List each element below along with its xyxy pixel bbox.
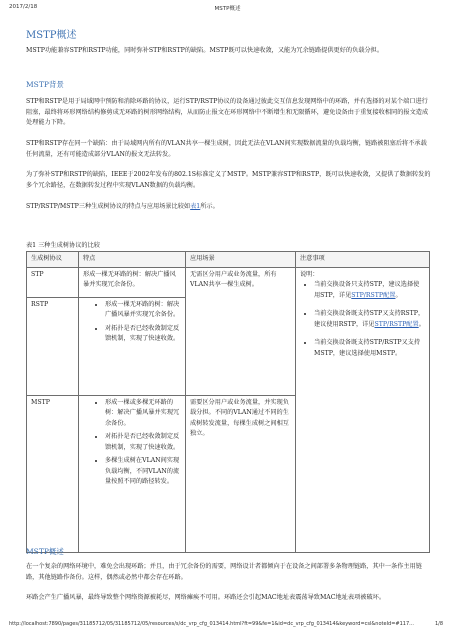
feature-item: • 多棵生成树在VLAN间实现负载均衡，不同VLAN的流量按照不同的路径转发。: [105, 456, 181, 488]
notes-label: 说明：: [300, 270, 319, 278]
note-text: 当前交换设备既支持STP/RSTP又支持MSTP，建议选择使用MSTP。: [314, 339, 421, 357]
feature-item: • 形成一棵或多棵无环路的树：解决广播风暴并实现冗余备份。: [105, 398, 181, 430]
note-item: [314, 309, 425, 330]
note-end: 。: [418, 320, 425, 328]
note-item: [314, 280, 425, 301]
note-end: 。: [395, 291, 402, 299]
scenario-cell-mstp: 需要区分用户或业务流量，并实现负载分担。不同的VLAN通过不同的生成树转发流量，每棵生成树之间相互独立。: [186, 395, 296, 552]
page-title: MSTP概述: [26, 30, 77, 41]
feature-item: • 形成一棵无环路的树：解决广播风暴并实现冗余备份。: [105, 300, 181, 321]
notes-list: [300, 280, 425, 359]
header-features: 特点: [79, 252, 186, 268]
p4-text-post: 所示。: [200, 203, 219, 210]
scenario-cell-stp-rstp: 无需区分用户或业务流量，所有VLAN共享一棵生成树。: [186, 267, 296, 395]
note-item: [314, 338, 425, 359]
table-header-row: [27, 252, 430, 268]
protocol-cell: MSTP: [27, 395, 79, 552]
background-paragraph-2: STP和RSTP存在同一个缺陷：由于局域网内所有的VLAN共享一棵生成树，因此无法在VLAN间实现数据流量的负载均衡，链路被阻塞后将不承载任何流量，还有可能造成部分VLAN的报文无法转发。: [26, 140, 427, 158]
stp-rstp-config-link[interactable]: STP/RSTP配置: [374, 320, 419, 328]
features-cell: [79, 297, 186, 395]
background-paragraph-1: STP和RSTP是用于局域网中预防和消除环路的协议，运行STP/RSTP协议的设备通过彼此交互信息发现网络中的环路，并有选择的对某个端口进行阻塞，最终将环形网络结构修剪成无环路的树形网络结构，从而防止报文在环形网络中不断增生和无限循环，避免设备由于重复接收相同的报文造成处理能力下降。: [26, 98, 429, 126]
protocol-cell: RSTP: [27, 297, 79, 395]
comparison-table: [26, 251, 430, 553]
mstp-overview-paragraph-1: 在一个复杂的网络环境中，难免会出现环路；并且，由于冗余备份的需要，网络设计者都倾向于在设备之间部署多条物理链路，其中一条作主用链路，其他链路作备份。这样，偶然或必然中都会存在环路。: [26, 563, 422, 581]
table-caption: 表1 三种生成树协议的比较: [26, 242, 100, 249]
background-heading: MSTP背景: [26, 80, 64, 89]
notes-cell: [296, 267, 430, 552]
table-row-stp: [27, 267, 430, 297]
header-scenario: 应用场景: [186, 252, 296, 268]
background-paragraph-3: 为了弥补STP和RSTP的缺陷，IEEE于2002年发布的802.1S标准定义了MSTP。MSTP兼容STP和RSTP，既可以快速收敛，又提供了数据转发的多个冗余路径，在数据转发过程中实现VLAN数据的负载均衡。: [26, 171, 431, 189]
feature-item: • 对拓扑是否已经收敛制定反馈机制，实现了快速收敛。: [105, 432, 181, 453]
feature-item: • 对拓扑是否已经收敛制定反馈机制，实现了快速收敛。: [105, 324, 181, 345]
features-cell: 形成一棵无环路的树：解决广播风暴并实现冗余备份。: [79, 267, 186, 297]
table1-link[interactable]: 表1: [190, 203, 201, 210]
mstp-overview-heading: MSTP概述: [26, 547, 64, 556]
background-paragraph-4: [26, 202, 431, 213]
stp-rstp-config-link[interactable]: STP/RSTP配置: [351, 291, 396, 299]
protocol-cell: STP: [27, 267, 79, 297]
p4-text-pre: STP/RSTP/MSTP三种生成树协议的特点与应用场景比较如: [26, 203, 191, 210]
features-cell: [79, 395, 186, 552]
print-footer: [0, 621, 455, 631]
note-text: 当前交换设备只支持STP，建议选择使用STP，详见: [314, 281, 420, 299]
print-header: [0, 4, 455, 14]
header-notes: 注意事项: [296, 252, 430, 268]
footer-page-number: 1/8: [434, 621, 443, 627]
mstp-overview-paragraph-2: 环路会产生广播风暴，最终导致整个网络资源被耗尽，网络瘫痪不可用。环路还会引起MAC地址表震荡导致MAC地址表项被破坏。: [26, 594, 386, 601]
footer-url: http://localhost:7890/pages/31185712/05/31185712/05/resources/s/dc_vrp_cfg_013414.html?ft=99&fe=1&id=dc_vrp_cfg_013414&keyword=csl&noteId=#117...: [9, 621, 414, 627]
print-date: 2017/2/18: [9, 4, 38, 10]
header-protocol: 生成树协议: [27, 252, 79, 268]
intro-paragraph: MSTP功能兼容STP和RSTP功能，同时弥补STP和RSTP的缺陷。MSTP既可以快速收敛，又能为冗余链路提供更好的负载分担。: [26, 47, 384, 54]
print-title: MSTP概述: [214, 6, 241, 12]
note-text: 当前交换设备既支持STP又支持RSTP，建议使用RSTP，详见: [314, 310, 425, 328]
